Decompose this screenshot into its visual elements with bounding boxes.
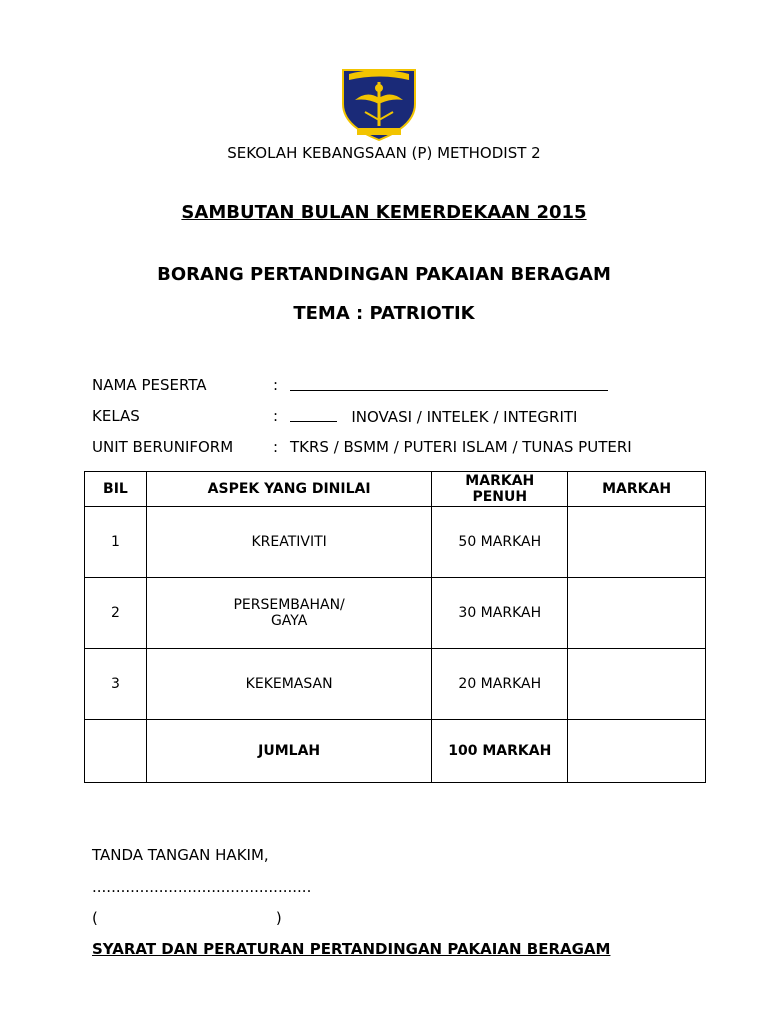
total-label: JUMLAH [146, 720, 431, 783]
unit-label: UNIT BERUNIFORM [92, 438, 234, 456]
total-marks-cell[interactable] [568, 720, 706, 783]
table-row [85, 649, 706, 720]
table-row [85, 578, 706, 649]
header-aspect: ASPEK YANG DINILAI [146, 472, 431, 507]
row-aspect: KREATIVITI [146, 507, 431, 578]
class-label: KELAS [92, 407, 140, 425]
school-name: SEKOLAH KEBANGSAAN (P) METHODIST 2 [227, 144, 541, 162]
row-full-marks: 50 MARKAH [432, 507, 568, 578]
row-aspect: KEKEMASAN [146, 649, 431, 720]
event-title: SAMBUTAN BULAN KEMERDEKAAN 2015 [181, 202, 587, 223]
header-marks: MARKAH [568, 472, 706, 507]
row-marks-cell[interactable] [568, 507, 706, 578]
row-full-marks: 20 MARKAH [432, 649, 568, 720]
name-colon: : [273, 376, 279, 394]
unit-options: TKRS / BSMM / PUTERI ISLAM / TUNAS PUTERI [290, 438, 632, 456]
name-label: NAMA PESERTA [92, 376, 207, 394]
row-bil: 3 [85, 649, 147, 720]
row-full-marks: 30 MARKAH [432, 578, 568, 649]
row-marks-cell[interactable] [568, 649, 706, 720]
score-table [84, 471, 706, 783]
table-row [85, 507, 706, 578]
rules-title: SYARAT DAN PERATURAN PERTANDINGAN PAKAIAN BERAGAM [92, 940, 611, 958]
theme-title: TEMA : PATRIOTIK [293, 303, 475, 324]
class-blank[interactable] [290, 407, 337, 422]
row-bil: 2 [85, 578, 147, 649]
judge-name-parentheses[interactable]: ( ) [92, 909, 282, 927]
total-bil [85, 720, 147, 783]
name-blank[interactable] [290, 376, 608, 395]
signature-label: TANDA TANGAN HAKIM, [92, 846, 269, 864]
row-bil: 1 [85, 507, 147, 578]
row-marks-cell[interactable] [568, 578, 706, 649]
school-crest-icon [339, 64, 419, 142]
row-aspect: PERSEMBAHAN/ GAYA [146, 578, 431, 649]
class-colon: : [273, 407, 279, 425]
class-options: INOVASI / INTELEK / INTEGRITI [351, 408, 578, 426]
table-total-row [85, 720, 706, 783]
table-header-row [85, 472, 706, 507]
header-bil: BIL [85, 472, 147, 507]
signature-line[interactable]: .............................................. [92, 878, 312, 896]
total-full-marks: 100 MARKAH [432, 720, 568, 783]
unit-colon: : [273, 438, 279, 456]
class-value [290, 407, 577, 426]
form-title: BORANG PERTANDINGAN PAKAIAN BERAGAM [157, 264, 611, 285]
header-full-marks: MARKAH PENUH [432, 472, 568, 507]
